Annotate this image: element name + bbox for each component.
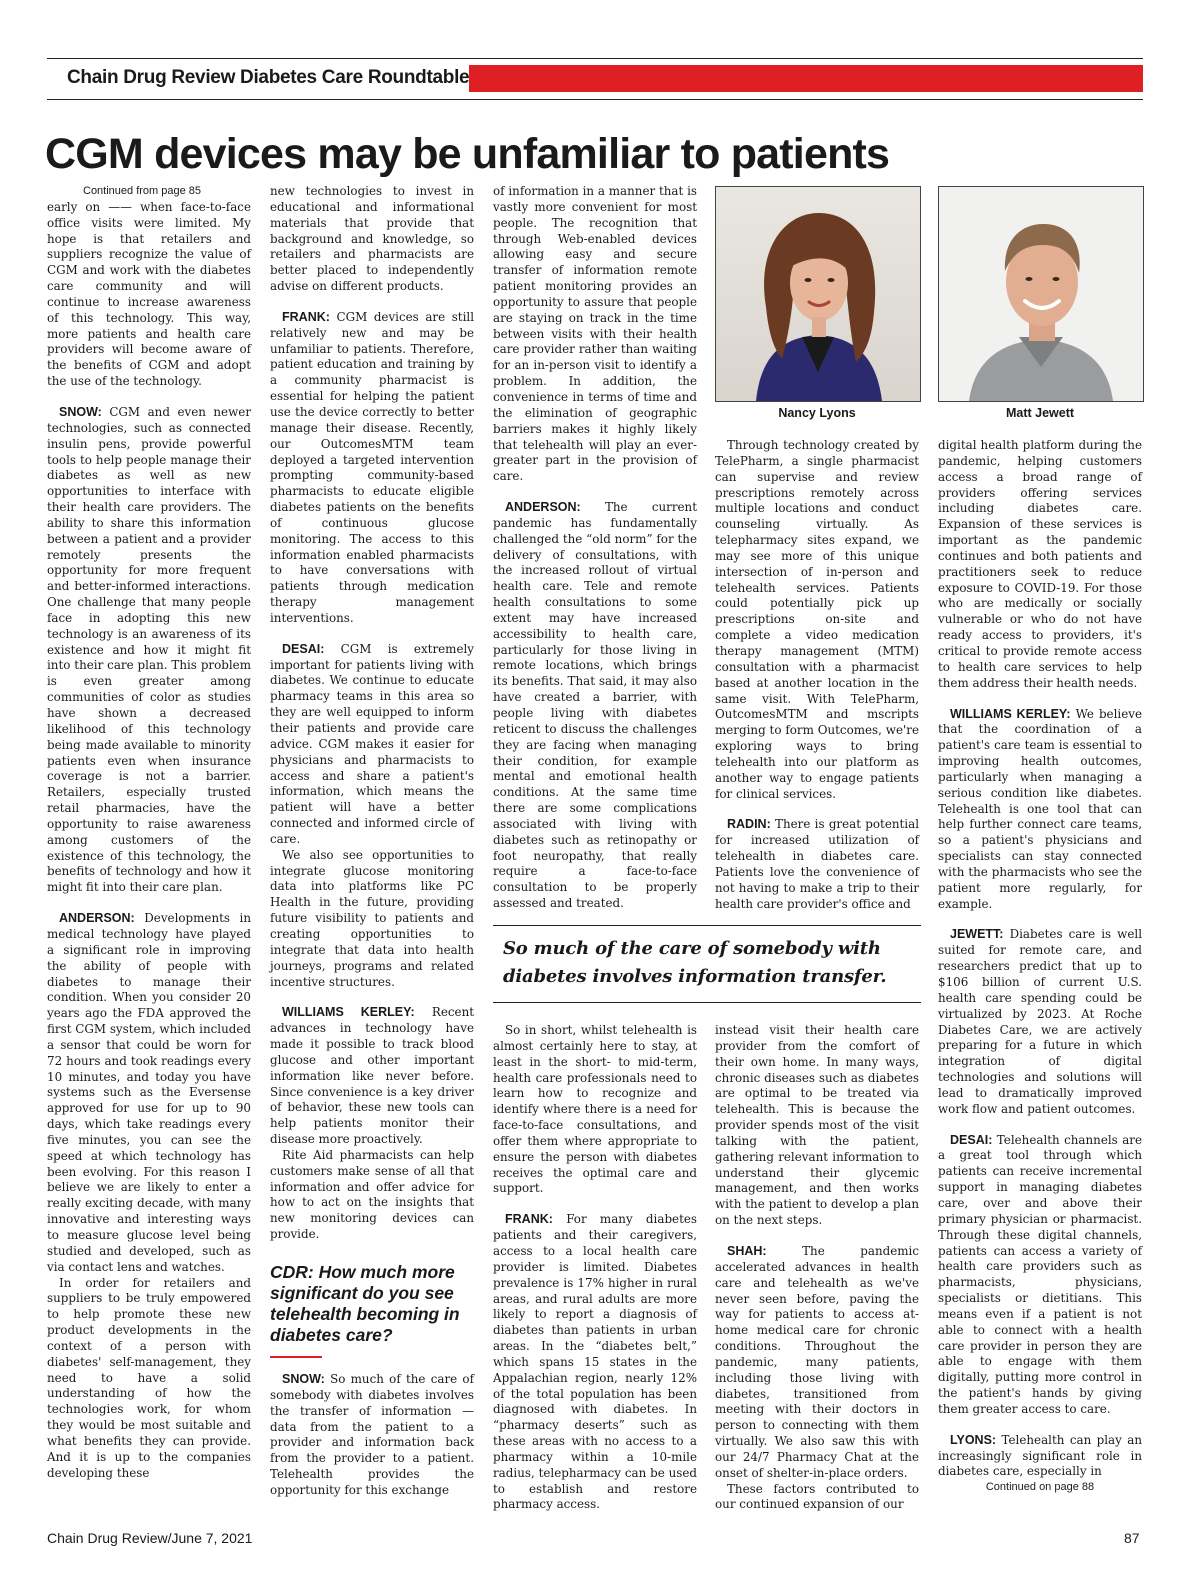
speaker-name: DESAI: (282, 641, 325, 656)
paragraph: instead visit their health care provider from the comfort of their own home. In many ways, chronic diseases such as diabetes are optimal to be treated via telehealth. This is because the provider spends most of the visit talking with the patient, gathering relevant information to understand their glycemic management, and then works with the patient to develop a plan on the next steps. (715, 1023, 919, 1228)
paragraph: LYONS: Telehealth can play an increasingly significant role in diabetes care, especially in (938, 1432, 1143, 1479)
column-2 (270, 184, 474, 1499)
paragraph: Rite Aid pharmacists can help customers make sense of all that information and offer advice for how to act on the insights that new monitoring devices can provide. (270, 1147, 474, 1242)
column-3-top (493, 184, 697, 912)
speaker-name: SNOW: (282, 1372, 325, 1386)
speaker-name: WILLIAMS KERLEY: (950, 706, 1071, 721)
portrait-photo-matt-jewett (938, 186, 1144, 402)
speaker-name: FRANK: (282, 309, 330, 324)
footer-publication: Chain Drug Review/June 7, 2021 (47, 1530, 253, 1546)
paragraph: of information in a manner that is vastly more convenient for most people. The recognition that through Web-enabled devices allowing easy and secure transfer of information remote patient monitoring provides an opportunity to assure that people are staying on track in the time between visits with their health care provider rather than waiting for an in-person visit to identify a problem. In addition, the convenience in terms of time and the elimination of geographic barriers makes it highly likely that telehealth will play an ever-greater part in the provision of care. (493, 184, 697, 484)
column-4-bottom (715, 1023, 919, 1513)
speaker-name: DESAI: (950, 1132, 993, 1147)
paragraph: RADIN: There is great potential for increased utilization of telehealth in diabetes care. Patients love the convenience of not having to make a trip to their health care provider's office and (715, 817, 920, 911)
paragraph: So in short, whilst telehealth is almost certainly here to stay, at least in the short- to mid-term, health care professionals need to learn how to recognize and identify where there is a need for face-to-face consultations, and offer them where appropriate to ensure the person with diabetes receives the optimal care and support. (493, 1023, 697, 1196)
paragraph: WILLIAMS KERLEY: We believe that the coordination of a patient's care team is essential to improving health outcomes, particularly when managing a serious condition like diabetes. Telehealth is one tool that can help further connect care teams, so a patient's physicians and specialists can stay connected with the pharmacists who see the patient more regularly, for example. (938, 706, 1142, 911)
pull-quote-text: So much of the care of somebody with diabetes involves information transfer. (503, 938, 887, 987)
paragraph: FRANK: CGM devices are still relatively new and may be unfamiliar to patients. Therefore, patient education and training by a community pharmacist is essential for helping the patient use the device correctly to better manage their disease. Recently, our OutcomesMTM team deployed a targeted intervention prompting community-based pharmacists to educate eligible diabetes patients on the benefits of continuous glucose monitoring. The access to this information enabled pharmacists to have conversations with patients through medication therapy management interventions. (270, 309, 474, 625)
photo-caption: Matt Jewett (1005, 406, 1075, 420)
speaker-name: RADIN: (727, 817, 771, 832)
column-1 (47, 184, 251, 1482)
paragraph: In order for retailers and suppliers to be truly empowered to help promote these new product developments in the context of a person with diabetes' self-management, they need to have a solid understanding of how the technologies work, for whom they would be most suitable and what benefits they can provide. And it is up to the companies developing these (47, 1275, 251, 1480)
paragraph: SNOW: So much of the care of somebody with diabetes involves the transfer of information — data from the patient to a provider and information back from the provider to a patient. Telehealth provides the opportunity for this exchange (270, 1372, 474, 1497)
portrait-illustration (939, 187, 1143, 401)
paragraph: JEWETT: Diabetes care is well suited for remote care, and researchers predict that up to $106 billion of current U.S. health care spending could be virtualized by 2023. At Roche Diabetes Care, we are actively preparing for a future in which integration of digital technologies and solutions will lead to dramatically improved work flow and patient outcomes. (938, 927, 1143, 1116)
speaker-name: LYONS: (950, 1432, 997, 1447)
paragraph: These factors contributed to our continued expansion of our (715, 1481, 919, 1512)
question-divider (270, 1356, 322, 1358)
paragraph: ANDERSON: The current pandemic has fundamentally challenged the “old norm” for the delivery of consultations, with the increased rollout of virtual health care. Tele and remote health consultations to some extent may have increased accessibility to health care, particularly for those living in remote locations, which brings its benefits. That said, it may also have created a barrier, with people living with diabetes reticent to discuss the challenges they are facing when managing their condition, for example mental and emotional health conditions. At the same time there are some complications associated with living with diabetes such as retinopathy or foot neuropathy, that really require a face-to-face consultation to be properly assessed and treated. (493, 500, 697, 911)
pull-quote (493, 925, 921, 1003)
footer-page-number: 87 (1124, 1530, 1140, 1546)
speaker-name: ANDERSON: (505, 500, 581, 515)
column-4-top (715, 438, 919, 912)
paragraph: WILLIAMS KERLEY: Recent advances in technology have made it possible to track blood glucose and other important information like never before. Since convenience is a key driver of behavior, these new tools can help patients monitor their disease more proactively. (270, 1005, 475, 1147)
portrait-illustration (716, 187, 920, 401)
paragraph: ANDERSON: Developments in medical technology have played a significant role in improving the ability of people with diabetes to manage their condition. When you consider 20 years ago the FDA approved the first CGM system, which included a sensor that could be worn for 72 hours and took readings every 10 minutes, and today you have systems such as the Eversense approved for use for up to 90 days, which take readings every five minutes, you can see the speed at which technology has been evolving. For this reason I believe we are likely to enter a really exciting decade, with many innovative and interesting ways to measure glucose level being studied and developed, such as via contact lens and watches. (47, 911, 251, 1274)
paragraph: early on —— when face-to-face office visits were limited. My hope is that retailers and suppliers recognize the value of CGM and work with the diabetes care community and will continue to increase awareness of this technology. This way, more patients and health care providers will become aware of the benefits of CGM and adopt the use of the technology. (47, 199, 251, 389)
speaker-name: WILLIAMS KERLEY: (282, 1005, 415, 1020)
paragraph: SHAH: The pandemic accelerated advances in health care and telehealth as we've never seen before, paving the way for patients to access at-home medical care for chronic conditions. Throughout the pandemic, many patients, including those living with diabetes, transitioned from meeting with their doctors in person to connecting with them virtually. We also saw this with our 24/7 Pharmacy Chat at the onset of shelter-in-place orders. (715, 1243, 919, 1480)
continued-from: Continued from page 85 (83, 185, 202, 197)
speaker-name: SNOW: (59, 404, 102, 419)
continued-on: Continued on page 88 (985, 1481, 1095, 1494)
paragraph: DESAI: CGM is extremely important for patients living with diabetes. We continue to educate pharmacy teams in this area so they are well equipped to inform their patients and provide care advice. CGM makes it easier for physicians and pharmacists to access and share a patient's information, which means the patient will have a better connected and informed circle of care. (270, 641, 475, 846)
interview-question: CDR: How much more significant do you see telehealth becoming in diabetes care? (270, 1262, 460, 1345)
paragraph: Through technology created by TelePharm, a single pharmacist can supervise and review prescriptions remotely across multiple locations and conduct counseling virtually. As telepharmacy sites expand, we may see more of this unique intersection of in-person and telehealth services. Patients could potentially pick up prescriptions on-site and complete a video medication therapy management (MTM) consultation with a pharmacist based at another location in the same visit. With TelePharm, OutcomesMTM and mscripts merging to form Outcomes, we're exploring ways to bring telehealth into our platform as another way to engage patients for clinical services. (715, 438, 919, 801)
paragraph: SNOW: CGM and even newer technologies, such as connected insulin pens, provide powerful tools to help people manage their diabetes as well as new opportunities to interface with their health care providers. The ability to share this information between a patient and a provider remotely presents the opportunity for more frequent and better-informed interactions. One challenge that many people face in adopting this new technology is an awareness of its existence and how it might fit into their care plan. This problem is even greater among communities of color as studies have shown a decreased likelihood of this technology being made available to minority patients even when insurance coverage is not a barrier. Retailers, especially trusted retail pharmacies, have the opportunity to raise awareness among customers of the existence of this technology, the benefits of technology and how it might fit into their care plan. (47, 404, 251, 895)
speaker-name: ANDERSON: (59, 911, 135, 926)
section-header-red-bar (469, 65, 1143, 92)
column-3-bottom (493, 1023, 697, 1513)
paragraph: DESAI: Telehealth channels are a great tool through which patients can receive incremental support in managing diabetes care, over and above their primary physician or pharmacist. Through these digital channels, patients can access a variety of health care providers such as pharmacists, physicians, specialists or dietitians. This means even if a patient is not able to connect with a health care provider in person they are able to engage with them digitally, putting more control in the patient's hands by giving them greater access to care. (938, 1132, 1142, 1416)
speaker-name: FRANK: (505, 1212, 553, 1227)
photo-caption: Nancy Lyons (778, 406, 856, 420)
paragraph: digital health platform during the pandemic, helping customers access a broad range of providers offering services including diabetes care. Expansion of these services is important as the pandemic continues and both patients and practitioners seek to reduce exposure to COVID-19. For those who are medically or socially vulnerable or who do not have ready access to providers, it's critical to provide remote access to health care services to help them address their health needs. (938, 438, 1142, 690)
paragraph: FRANK: For many diabetes patients and their caregivers, access to a local health care provider is limited. Diabetes prevalence is 17% higher in rural areas, and rural adults are more likely to report a diagnosis of diabetes than patients in urban areas. In the “diabetes belt,” which spans 15 states in the Appalachian region, nearly 12% of the total population has been diagnosed with diabetes. In “pharmacy deserts” such as these areas with no access to a pharmacy within a 10-mile radius, telepharmacy can be used to establish and restore pharmacy access. (493, 1212, 698, 1512)
portrait-photo-nancy-lyons (715, 186, 921, 402)
speaker-name: JEWETT: (950, 927, 1004, 942)
speaker-name: SHAH: (727, 1243, 767, 1258)
headline: CGM devices may be unfamiliar to patients (45, 130, 890, 178)
column-5 (938, 438, 1142, 1496)
paragraph: We also see opportunities to integrate glucose monitoring data into platforms like PC Health in the future, providing future visibility to patients and creating opportunities to integrate that data into health journeys, programs and related incentive structures. (270, 847, 474, 989)
section-header (47, 58, 1143, 100)
paragraph: new technologies to invest in educational and informational materials that provide that background and knowledge, so retailers and pharmacists are better placed to independently advise on different products. (270, 184, 474, 294)
section-header-label: Chain Drug Review Diabetes Care Roundtable (67, 67, 470, 88)
